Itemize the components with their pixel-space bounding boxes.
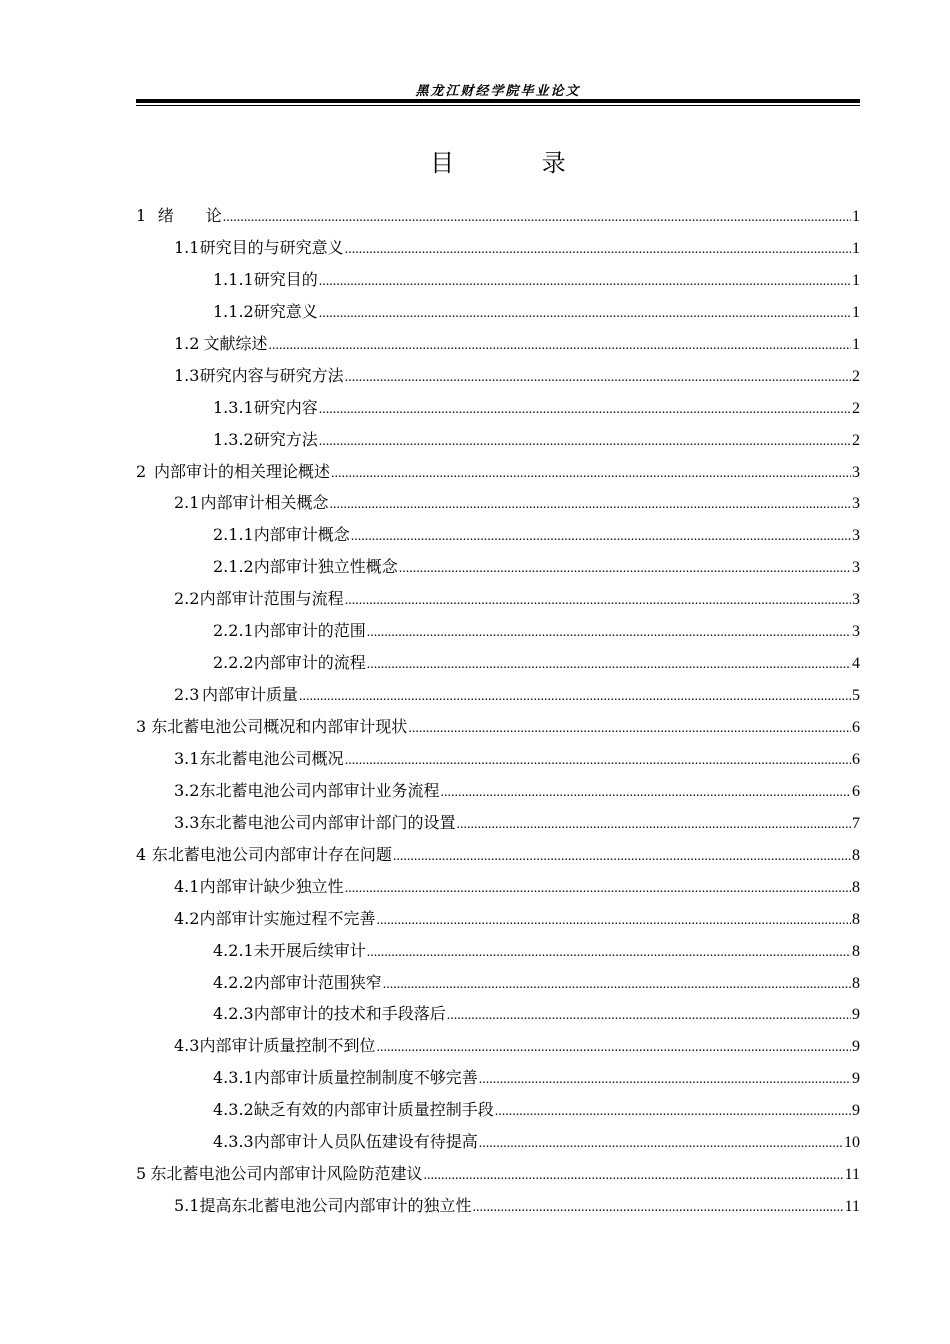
toc-entry[interactable]	[136, 679, 860, 711]
toc-entry-page: 1	[852, 208, 860, 225]
toc-entry-page: 3	[852, 623, 860, 641]
toc-entry-label: 东北蓄电池公司内部审计业务流程	[199, 780, 440, 800]
toc-entry-number: 3.2	[174, 780, 200, 800]
toc-entry-page: 3	[852, 591, 860, 609]
toc-entry-label: 东北蓄电池公司概况	[199, 748, 344, 768]
toc-entry[interactable]	[136, 807, 860, 839]
toc-leader-dots	[331, 458, 851, 490]
toc-entry-label: 内部审计概念	[253, 525, 350, 545]
toc-entry[interactable]	[136, 200, 860, 232]
toc-entry-page: 3	[852, 495, 860, 513]
toc-entry-page: 5	[852, 687, 860, 705]
toc-entry-label: 东北蓄电池公司内部审计存在问题	[151, 844, 392, 864]
toc-entry[interactable]	[136, 360, 860, 392]
toc-leader-dots	[269, 330, 851, 362]
toc-entry-label: 内部审计质量控制制度不够完善	[253, 1068, 478, 1088]
toc-leader-dots	[345, 745, 851, 777]
toc-leader-dots	[319, 394, 851, 426]
toc-entry-page: 3	[852, 463, 860, 481]
toc-entry-number: 4.2.1	[213, 940, 254, 960]
toc-leader-dots	[440, 777, 851, 809]
toc-leader-dots	[319, 266, 851, 298]
toc-entry-page: 9	[852, 1006, 860, 1024]
toc-entry-page: 11	[844, 1166, 860, 1184]
toc-entry-number: 4.3.2	[213, 1100, 254, 1120]
toc-leader-dots	[367, 649, 851, 681]
toc-entry[interactable]	[136, 839, 860, 871]
toc-entry-label: 研究目的	[253, 269, 318, 289]
toc-entry-number: 4.3.1	[213, 1068, 254, 1088]
toc-entry-page: 3	[852, 527, 860, 545]
toc-entry-page: 8	[852, 846, 860, 864]
toc-leader-dots	[479, 1064, 851, 1096]
toc-entry[interactable]	[136, 1126, 860, 1158]
toc-entry[interactable]	[136, 998, 860, 1030]
toc-entry-label: 内部审计独立性概念	[253, 557, 398, 577]
toc-title: 目 录	[430, 149, 606, 177]
toc-entry-label: 东北蓄电池公司概况和内部审计现状	[151, 717, 408, 736]
toc-leader-dots	[399, 553, 851, 585]
toc-entry-label: 内部审计缺少独立性	[199, 876, 344, 896]
toc-entry[interactable]	[136, 583, 860, 615]
toc-leader-dots	[223, 202, 851, 234]
toc-entry[interactable]	[136, 1030, 860, 1062]
toc-leader-dots	[299, 681, 851, 713]
toc-entry-number: 2.2.2	[213, 653, 254, 673]
toc-leader-dots	[351, 521, 851, 553]
toc-entry[interactable]	[136, 328, 860, 360]
toc-leader-dots	[376, 905, 851, 937]
toc-entry-number: 3.1	[174, 748, 200, 768]
toc-entry[interactable]	[136, 1158, 860, 1190]
toc-entry-label: 未开展后续审计	[253, 940, 366, 960]
toc-leader-dots	[472, 1192, 843, 1224]
toc-leader-dots	[393, 841, 851, 873]
toc-entry[interactable]	[136, 296, 860, 328]
header-rule-thin	[136, 105, 860, 106]
toc-leader-dots	[479, 1128, 843, 1160]
toc-entry-page: 7	[852, 814, 860, 832]
toc-entry[interactable]	[136, 903, 860, 935]
toc-entry-page: 6	[852, 719, 860, 736]
toc-entry-number: 1.1.2	[213, 301, 254, 321]
toc-entry-number: 2	[136, 461, 147, 481]
toc-entry[interactable]	[136, 775, 860, 807]
toc-entry-page: 11	[844, 1198, 860, 1216]
toc-entry[interactable]	[136, 743, 860, 775]
toc-entry[interactable]	[136, 487, 860, 519]
toc-entry-number: 5	[136, 1164, 147, 1184]
toc-entry-page: 4	[852, 655, 860, 673]
toc-entry[interactable]	[136, 519, 860, 551]
toc-entry-label: 研究方法	[253, 429, 318, 449]
toc-entry[interactable]	[136, 967, 860, 999]
toc-entry-number: 3.3	[174, 812, 200, 832]
toc-entry[interactable]	[136, 232, 860, 264]
toc-entry-page: 8	[852, 878, 860, 896]
toc-leader-dots	[495, 1096, 851, 1128]
toc-entry-number: 2.3	[174, 685, 200, 705]
toc-entry-page: 8	[852, 974, 860, 992]
toc-entry-label: 内部审计的流程	[253, 653, 366, 673]
toc-entry-label: 内部审计质量	[201, 685, 298, 705]
toc-entry-page: 6	[852, 750, 860, 768]
toc-leader-dots	[456, 809, 851, 841]
toc-entry-number: 4.2.3	[213, 1004, 254, 1024]
toc-entry-number: 1.1.1	[213, 269, 254, 289]
toc-leader-dots	[447, 1000, 851, 1032]
toc-entry-page: 1	[852, 239, 860, 257]
toc-entry-number: 4.2	[174, 908, 200, 928]
toc-entry-page: 9	[852, 1070, 860, 1088]
toc-entry-page: 6	[852, 782, 860, 800]
toc-leader-dots	[367, 937, 851, 969]
toc-entry-label: 内部审计的相关理论概述	[153, 461, 330, 481]
toc-entry-number: 1.3.1	[213, 397, 254, 417]
toc-entry-number: 2.1	[174, 493, 200, 513]
toc-leader-dots	[345, 234, 851, 266]
toc-leader-dots	[383, 969, 851, 1001]
toc-entry-label: 研究意义	[253, 301, 318, 321]
toc-entry-label: 提高东北蓄电池公司内部审计的独立性	[199, 1196, 472, 1216]
toc-entry-number: 2.2	[174, 589, 200, 609]
toc-entry-label: 内部审计范围与流程	[199, 589, 344, 609]
toc-entry[interactable]	[136, 1190, 860, 1222]
toc-entry-number: 1.3	[174, 365, 200, 385]
toc-entry-number: 4.3.3	[213, 1132, 254, 1152]
toc-entry-label: 文献综述	[203, 333, 268, 353]
toc-entry-page: 9	[852, 1102, 860, 1120]
toc-entry-number: 4.1	[174, 876, 200, 896]
toc-entry[interactable]	[136, 871, 860, 903]
toc-entry-page: 2	[852, 431, 860, 449]
toc-entry-label: 研究目的与研究意义	[199, 237, 344, 257]
toc-leader-dots	[367, 617, 851, 649]
toc-entry-label: 内部审计的技术和手段落后	[253, 1004, 446, 1024]
toc-entry-label: 东北蓄电池公司内部审计风险防范建议	[150, 1164, 423, 1184]
toc-entry-page: 9	[852, 1038, 860, 1056]
toc-entry[interactable]	[136, 615, 860, 647]
toc-entry-number: 3	[136, 717, 147, 736]
toc-entry-label: 内部审计相关概念	[200, 493, 329, 513]
toc-entry-page: 1	[852, 335, 860, 353]
toc-leader-dots	[345, 585, 851, 617]
toc-entry[interactable]	[136, 551, 860, 583]
toc-entry-label: 内部审计质量控制不到位	[199, 1036, 376, 1056]
toc-entry-number: 4	[136, 844, 147, 864]
toc-entry-number: 1.3.2	[213, 429, 254, 449]
toc-entry[interactable]	[136, 647, 860, 679]
toc-entry-page: 2	[852, 367, 860, 385]
toc-entry-number: 4.3	[174, 1036, 200, 1056]
toc-entry-page: 3	[852, 559, 860, 577]
toc-entry-page: 2	[852, 399, 860, 417]
toc-entry-label: 内部审计实施过程不完善	[199, 908, 376, 928]
toc-entry-label: 东北蓄电池公司内部审计部门的设置	[199, 812, 456, 832]
table-of-contents	[136, 200, 860, 1222]
toc-entry-number: 2.1.1	[213, 525, 254, 545]
toc-entry-label: 内部审计的范围	[253, 621, 366, 641]
toc-entry-page: 8	[852, 910, 860, 928]
toc-entry-page: 10	[844, 1134, 860, 1152]
toc-entry[interactable]	[136, 1062, 860, 1094]
toc-entry-number: 5.1	[174, 1196, 200, 1216]
toc-entry-label: 绪 论	[157, 206, 222, 225]
toc-entry-label: 研究内容	[253, 397, 318, 417]
toc-entry-page: 1	[852, 271, 860, 289]
toc-entry-label: 研究内容与研究方法	[199, 365, 344, 385]
toc-entry[interactable]	[136, 1094, 860, 1126]
toc-leader-dots	[376, 1032, 851, 1064]
toc-entry-number: 1.1	[174, 237, 200, 257]
toc-entry-number: 1.2	[174, 333, 200, 353]
toc-leader-dots	[345, 362, 851, 394]
toc-entry[interactable]	[136, 264, 860, 296]
toc-entry-number: 1	[136, 206, 147, 225]
toc-entry-page: 8	[852, 942, 860, 960]
toc-entry-number: 2.2.1	[213, 621, 254, 641]
toc-entry[interactable]	[136, 456, 860, 488]
toc-entry-label: 缺乏有效的内部审计质量控制手段	[253, 1100, 494, 1120]
toc-entry[interactable]	[136, 711, 860, 743]
toc-entry[interactable]	[136, 935, 860, 967]
header-rule-thick	[136, 99, 860, 103]
toc-entry[interactable]	[136, 392, 860, 424]
toc-entry-page: 1	[852, 303, 860, 321]
toc-entry-label: 内部审计人员队伍建设有待提高	[253, 1132, 478, 1152]
toc-entry[interactable]	[136, 424, 860, 456]
toc-leader-dots	[329, 489, 851, 521]
toc-entry-number: 2.1.2	[213, 557, 254, 577]
toc-leader-dots	[408, 713, 851, 745]
toc-leader-dots	[424, 1160, 844, 1192]
toc-leader-dots	[319, 298, 851, 330]
toc-entry-number: 4.2.2	[213, 972, 254, 992]
toc-entry-label: 内部审计范围狭窄	[253, 972, 382, 992]
toc-leader-dots	[345, 873, 851, 905]
toc-leader-dots	[319, 426, 851, 458]
page-header: 黑龙江财经学院毕业论文	[415, 84, 581, 99]
